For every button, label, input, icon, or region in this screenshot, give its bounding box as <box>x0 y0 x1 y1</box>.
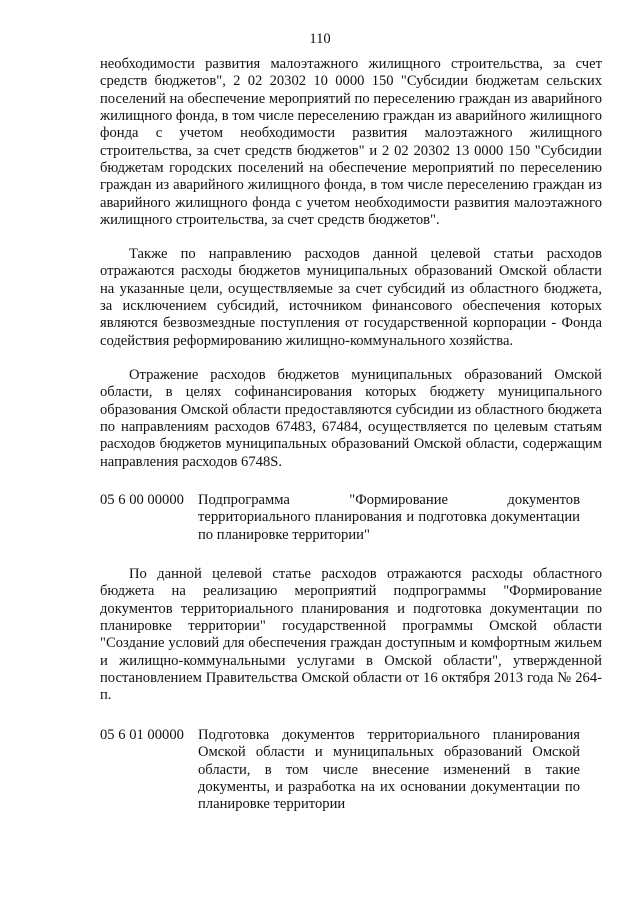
paragraph-continuation: необходимости развития малоэтажного жилищного строительства, за счет средств бюджетов", 2 02 20302 10 0000 150 "Субсидии бюджетам сельских поселений на обеспечение мероприятий по переселению граждан из аварийного жилищного фонда, в том числе переселению граждан из аварийного жилищного фонда с учетом необходимости развития малоэтажного жилищного строительства, за счет средств бюджетов" и 2 02 20302 13 0000 150 "Субсидии бюджетам городских поселений на обеспечение мероприятий по переселению граждан из аварийного жилищного фонда, в том числе переселению граждан из аварийного жилищного фонда с учетом необходимости развития малоэтажного жилищного строительства, за счет средств бюджетов". <box>100 56 602 229</box>
page-number: 110 <box>309 31 331 47</box>
budget-code-description: Подпрограмма "Формирование документов территориального планирования и подготовка документации по планировке территории" <box>198 492 580 543</box>
budget-code: 05 6 00 00000 <box>100 492 184 508</box>
paragraph-reflection: Отражение расходов бюджетов муниципальных образований Омской области, в целях софинансирования которых бюджету муниципального образования Омской области предоставляются субсидии из областного бюджета по направлениям расходов 67483, 67484, осуществляется по целевым статьям расходов бюджетов муниципальных образований Омской области, содержащим направления расходов 6748S. <box>100 367 602 470</box>
paragraph-expenses: По данной целевой статье расходов отражаются расходы областного бюджета на реализацию мероприятий подпрограммы "Формирование документов территориального планирования и подготовка документации по планировке территории" государственной программы Омской области "Создание условий для обеспечения граждан доступным и комфортным жильем и жилищно-коммунальными услугами в Омской области", утвержденной постановлением Правительства Омской области от 16 октября 2013 года № 264-п. <box>100 566 602 704</box>
budget-code-description: Подготовка документов территориального планирования Омской области и муниципальных образований Омской области, в том числе внесение изменений в такие документы, и разработка на их основании документации по планировке территории <box>198 727 580 813</box>
paragraph-also: Также по направлению расходов данной целевой статьи расходов отражаются расходы бюджетов муниципальных образований Омской области на указанные цели, осуществляемые за счет субсидий из областного бюджета, за исключением субсидий, источником финансового обеспечения которых являются безвозмездные поступления от государственной корпорации - Фонда содействия реформированию жилищно-коммунального хозяйства. <box>100 246 602 349</box>
budget-code: 05 6 01 00000 <box>100 727 184 743</box>
